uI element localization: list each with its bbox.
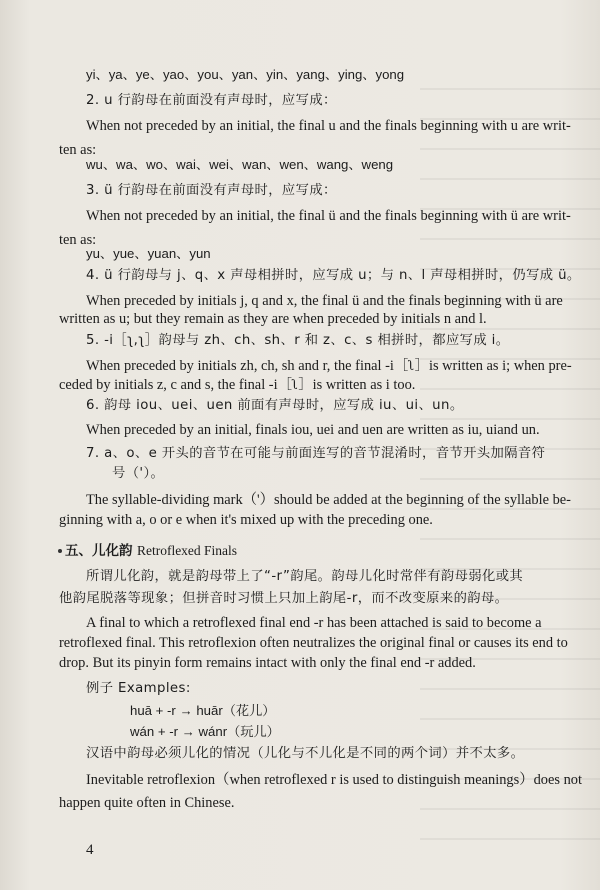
text-line-14: When preceded by initials zh, ch, sh and r, the final -i［ʅ］is written as i; when pre-	[86, 358, 572, 374]
text-line-17: When preceded by an initial, finals iou, uei and uen are written as iu, uiand un.	[86, 422, 540, 438]
text-line-2: 2. u 行韵母在前面没有声母时，应写成：	[86, 93, 337, 108]
text-line-11: When preceded by initials j, q and x, the final ü and the finals beginning with ü are	[86, 293, 563, 309]
section-heading	[65, 542, 237, 560]
text-line-15: ceded by initials z, c and s, the final -i［ʅ］is written as i too.	[59, 377, 416, 393]
text-line-13: 5. -i［ʅ,ʅ］韵母与 zh、ch、sh、r 和 z、c、s 相拼时，都应写成 i。	[86, 333, 510, 348]
text-line-6: 3. ü 行韵母在前面没有声母时，应写成：	[86, 183, 337, 198]
section-heading-zh: 五、儿化韵	[65, 543, 133, 559]
text-line-18: 7. a、o、e 开头的音节在可能与前面连写的音节混淆时，音节开头加隔音符	[86, 446, 546, 461]
text-line-1: yi、ya、ye、yao、you、yan、yin、yang、ying、yong	[86, 67, 405, 82]
text-line-10: 4. ü 行韵母与 j、q、x 声母相拼时，应写成 u；与 n、l 声母相拼时，仍写成 ü。	[86, 268, 581, 283]
text-line-16: 6. 韵母 iou、uei、uen 前面有声母时，应写成 iu、ui、un。	[86, 398, 464, 413]
text-line-19: 号（'）。	[112, 466, 165, 481]
page-number: 4	[86, 842, 94, 858]
section-bullet	[58, 549, 62, 553]
section-heading-en: Retroflexed Finals	[136, 543, 238, 558]
text-line-29: wán + -r → wánr（玩儿）	[130, 724, 280, 739]
text-line-28: huā + -r → huār（花儿）	[130, 703, 276, 718]
text-line-25: retroflexed final. This retroflexion often neutralizes the original final or causes its end to	[59, 635, 568, 651]
text-line-8: ten as:	[59, 232, 97, 248]
text-line-4: ten as:	[59, 142, 97, 158]
text-line-27: 例子 Examples:	[86, 681, 191, 696]
text-line-30: 汉语中韵母必须儿化的情况（儿化与不儿化是不同的两个词）并不太多。	[86, 746, 525, 761]
text-line-26: drop. But its pinyin form remains intact with only the final end -r added.	[59, 655, 476, 671]
text-line-22: 所谓儿化韵，就是韵母带上了“-r”韵尾。韵母儿化时常伴有韵母弱化或其	[86, 569, 524, 584]
text-line-9: yu、yue、yuan、yun	[86, 246, 211, 261]
text-line-21: ginning with a, o or e when it's mixed up with the preceding one.	[59, 512, 433, 528]
text-line-23: 他韵尾脱落等现象；但拼音时习惯上只加上韵尾-r，而不改变原来的韵母。	[59, 591, 509, 606]
text-line-20: The syllable-dividing mark（'）should be added at the beginning of the syllable be-	[86, 492, 571, 508]
text-line-31: Inevitable retroflexion（when retroflexed r is used to distinguish meanings）does not	[86, 772, 582, 788]
text-line-5: wu、wa、wo、wai、wei、wan、wen、wang、weng	[86, 157, 394, 172]
text-line-24: A final to which a retroflexed final end -r has been attached is said to become a	[86, 615, 542, 631]
text-line-7: When not preceded by an initial, the final ü and the finals beginning with ü are writ-	[86, 208, 571, 224]
text-line-3: When not preceded by an initial, the final u and the finals beginning with u are writ-	[86, 118, 571, 134]
text-line-12: written as u; but they remain as they are when preceded by initials n and l.	[59, 311, 487, 327]
text-line-32: happen quite often in Chinese.	[59, 795, 235, 811]
